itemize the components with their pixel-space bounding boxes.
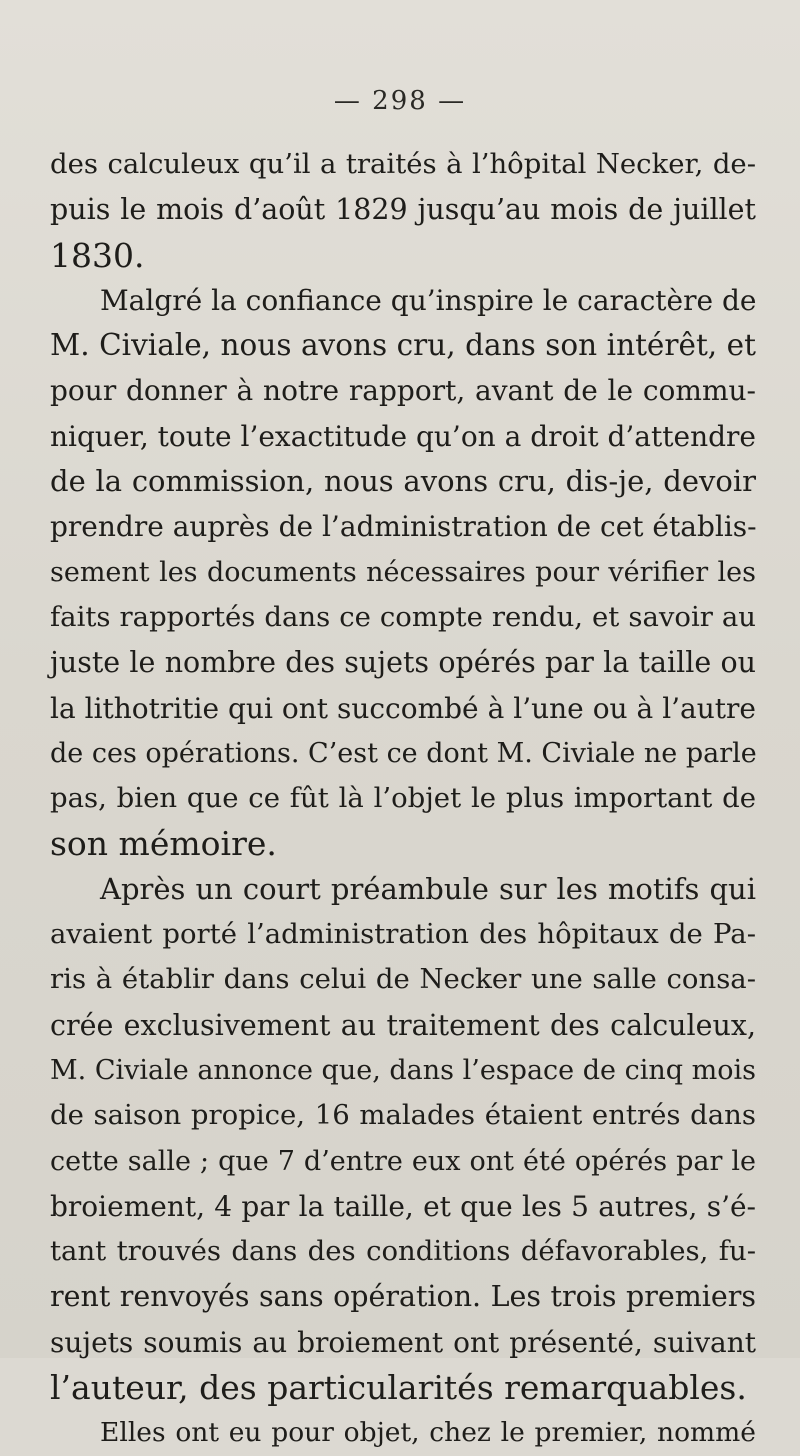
text-line: Malgré la confiance qu’inspire le caractère de [100,283,757,317]
text-line: M. Civiale annonce que, dans l’espace de cinq mois [50,1054,756,1086]
text-line: de ces opérations. C’est ce dont M. Civiale ne parle [50,737,757,769]
text-line: niquer, toute l’exactitude qu’on a droit d’attendre [50,419,756,453]
text-line: avaient porté l’administration des hôpitaux de Pa- [50,918,756,951]
text-line: son mémoire. [50,824,277,864]
text-line: sujets soumis au broiement ont présenté, suivant [50,1325,756,1359]
text-line: l’auteur, des particularités remarquables. [50,1368,747,1408]
text-line: prendre auprès de l’administration de cet établis- [50,510,757,544]
text-line: rent renvoyés sans opération. Les trois premiers [50,1280,756,1314]
text-line: Après un court préambule sur les motifs qui [100,871,756,906]
text-line: sement les documents nécessaires pour vérifier les [50,556,756,588]
text-line: de la commission, nous avons cru, dis-je, devoir [50,464,756,499]
text-line: 1830. [50,235,145,275]
text-line: Elles ont eu pour objet, chez le premier, nommé [100,1417,756,1449]
text-line: tant trouvés dans des conditions défavorables, fu- [50,1235,756,1268]
text-line: pour donner à notre rapport, avant de le commu- [50,374,756,408]
text-line: puis le mois d’août 1829 jusqu’au mois de juillet [50,193,756,227]
text-line: juste le nombre des sujets opérés par la taille ou [50,646,756,680]
text-line: faits rapportés dans ce compte rendu, et savoir au [50,600,756,633]
text-line: broiement, 4 par la taille, et que les 5 autres, s’é- [50,1189,756,1223]
text-line: pas, bien que ce fût là l’objet le plus important de [50,782,756,815]
text-line: la lithotritie qui ont succombé à l’une ou à l’autre [50,691,756,725]
text-line: M. Civiale, nous avons cru, dans son intérêt, et [50,328,756,363]
text-line: cette salle ; que 7 d’entre eux ont été opérés par le [50,1145,756,1177]
text-line: ris à établir dans celui de Necker une salle consa- [50,963,756,996]
text-line: crée exclusivement au traitement des calculeux, [50,1008,756,1042]
body-text [50,142,756,1456]
text-line: de saison propice, 16 malades étaient entrés dans [50,1099,756,1132]
page-number: — 298 — [333,86,467,116]
text-line: des calculeux qu’il a traités à l’hôpital Necker, de- [50,148,756,180]
